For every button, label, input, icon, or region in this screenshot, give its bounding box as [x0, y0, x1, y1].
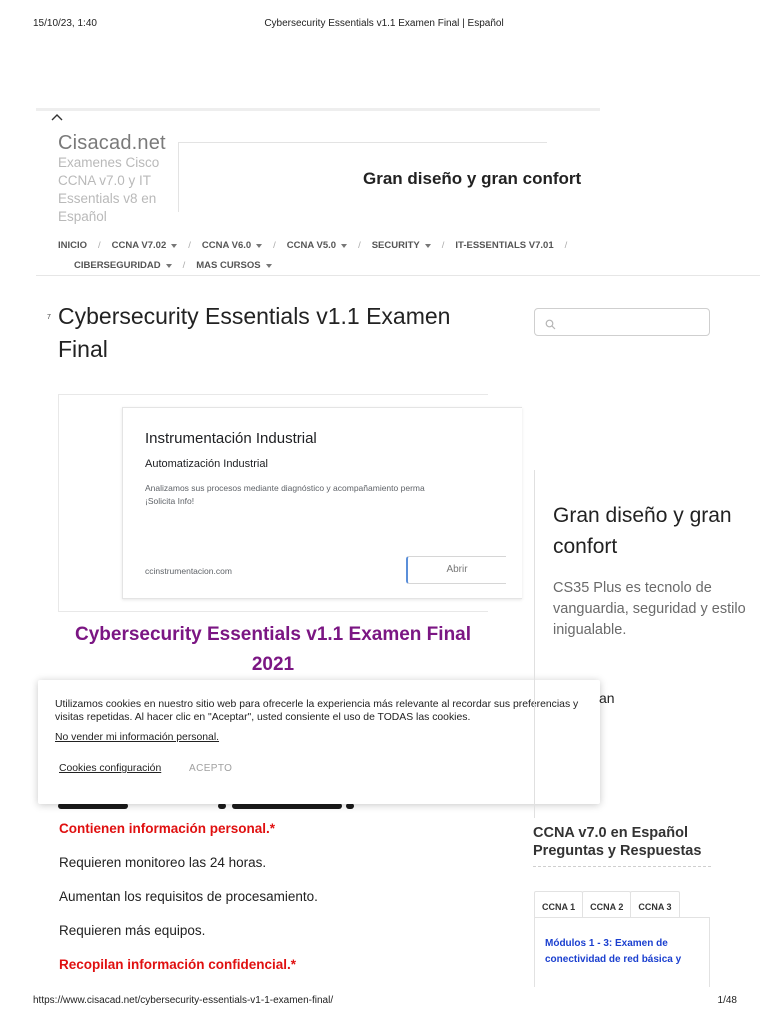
cookie-accept-button[interactable]: ACEPTO	[189, 763, 233, 774]
header-top-border	[36, 108, 600, 111]
nav-separator: /	[188, 240, 191, 251]
print-url: https://www.cisacad.net/cybersecurity-essentials-v1-1-examen-final/	[33, 995, 334, 1006]
header-ad-text: Gran diseño y gran confort	[363, 169, 582, 188]
caret-down-icon	[256, 244, 262, 248]
cookie-settings-link[interactable]: Cookies configuración	[59, 763, 162, 774]
ccna-tab-panel	[534, 917, 710, 987]
section-heading: Cybersecurity Essentials v1.1 Examen Final 2021	[74, 624, 472, 675]
caret-down-icon	[425, 244, 431, 248]
inline-ad[interactable]	[58, 394, 488, 612]
nav-separator: /	[564, 240, 568, 251]
ccna-tabs	[534, 891, 710, 917]
answer-option: Requieren monitoreo las 24 horas.	[59, 855, 267, 870]
main-navigation	[58, 236, 618, 276]
nav-separator: /	[182, 260, 186, 271]
do-not-sell-link[interactable]: No vender mi información personal.	[55, 732, 220, 743]
nav-label: CIBERSEGURIDAD	[74, 260, 161, 271]
nav-label: IT-ESSENTIALS V7.01	[455, 240, 554, 251]
tab-ccna-1[interactable]: CCNA 1	[534, 891, 583, 917]
nav-item-ccna-v50[interactable]	[287, 236, 347, 256]
inline-ad-body	[145, 482, 545, 508]
page-title: Cybersecurity Essentials v1.1 Examen Final	[58, 303, 451, 362]
nav-label: SECURITY	[371, 240, 420, 251]
inline-ad-domain: ccinstrumentacion.com	[145, 566, 232, 576]
site-description: Examenes Cisco CCNA v7.0 y IT Essentials v8 en Español	[58, 155, 160, 224]
nav-item-ciberseguridad[interactable]	[74, 256, 172, 276]
nav-separator: /	[98, 240, 101, 251]
nav-label: CCNA V5.0	[286, 240, 337, 251]
nav-item-security[interactable]	[372, 236, 431, 256]
nav-label: CCNA V6.0	[201, 240, 252, 251]
print-doc-title: Cybersecurity Essentials v1.1 Examen Final | Español	[264, 18, 504, 29]
nav-row-2	[58, 256, 618, 276]
answer-option: Aumentan los requisitos de procesamiento.	[59, 889, 318, 904]
answer-option-correct: Recopilan información confidencial.*	[59, 957, 297, 972]
answer-option-correct: Contienen información personal.*	[59, 821, 276, 836]
tab-ccna-3[interactable]: CCNA 3	[630, 891, 679, 917]
module-link[interactable]: Módulos 1 - 3: Examen de conectividad de red básica y	[545, 938, 682, 965]
cookie-consent-banner	[38, 680, 600, 804]
inline-ad-card[interactable]	[122, 407, 522, 599]
caret-down-icon	[166, 264, 172, 268]
sidebar-ad-title: Gran diseño y gran confort	[553, 504, 732, 558]
caret-down-icon	[171, 244, 177, 248]
print-datetime: 15/10/23, 1:40	[33, 18, 97, 29]
inline-ad-open-button[interactable]: Abrir	[406, 556, 506, 584]
ccna-widget-divider	[533, 866, 711, 867]
nav-label: CCNA V7.02	[111, 240, 167, 251]
nav-label: INICIO	[58, 240, 88, 251]
nav-separator: /	[358, 240, 361, 251]
sidebar-ad-body: CS35 Plus es tecnolo de vanguardia, seguridad y estilo inigualable.	[553, 580, 746, 638]
site-logo-title[interactable]: Cisacad.net	[58, 132, 166, 154]
sidebar-ad[interactable]	[534, 470, 760, 818]
nav-item-mas-cursos[interactable]	[196, 256, 271, 276]
nav-item-inicio[interactable]	[58, 236, 87, 256]
sidebar-ad-extra: an	[599, 690, 615, 706]
tab-ccna-2[interactable]: CCNA 2	[582, 891, 631, 917]
inline-ad-subheading: Automatización Industrial	[145, 458, 268, 470]
answer-option: Requieren más equipos.	[59, 923, 206, 938]
nav-item-it-essentials[interactable]	[455, 236, 553, 256]
page-marker: 7	[47, 314, 51, 321]
nav-label: MAS CURSOS	[196, 260, 261, 271]
nav-separator: /	[441, 240, 445, 251]
inline-ad-heading[interactable]: Instrumentación Industrial	[145, 430, 317, 447]
nav-divider	[36, 275, 760, 276]
nav-item-ccna-v60[interactable]	[202, 236, 262, 256]
inline-ad-body-line: ¡Solicita Info!	[145, 496, 195, 506]
cookie-message: Utilizamos cookies en nuestro sitio web para ofrecerle la experiencia más relevante al recordar sus preferencias y visitas repetidas. Al hacer clic en "Aceptar", usted consiente el uso de TODAS las cookies.	[55, 699, 579, 723]
nav-separator: /	[273, 240, 276, 251]
header-ad-banner[interactable]	[178, 142, 582, 212]
caret-down-icon	[341, 244, 347, 248]
print-page-number: 1/48	[717, 995, 737, 1006]
nav-item-ccna-v702[interactable]	[112, 236, 178, 256]
chevron-up-icon[interactable]	[50, 110, 64, 122]
ccna-widget-heading: CCNA v7.0 en Español Preguntas y Respuestas	[533, 825, 702, 859]
search-icon	[545, 317, 556, 328]
inline-ad-body-line: Analizamos sus procesos mediante diagnóstico y acompañamiento perma	[145, 483, 425, 493]
nav-row-1	[58, 236, 618, 256]
search-input[interactable]	[534, 308, 710, 336]
caret-down-icon	[266, 264, 272, 268]
